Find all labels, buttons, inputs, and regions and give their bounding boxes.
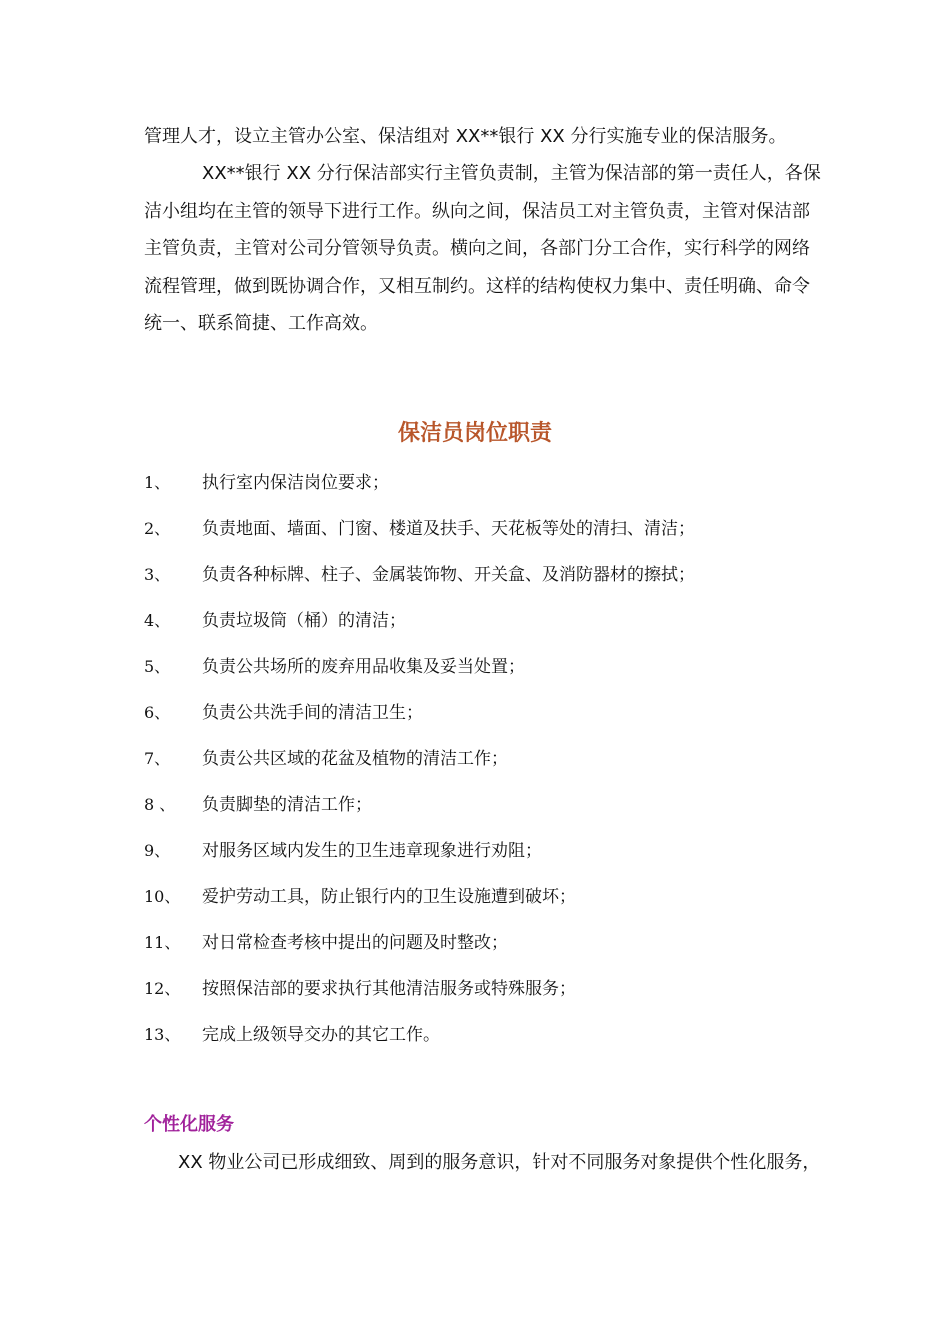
duty-number: 10、: [144, 887, 181, 906]
duty-text: 对服务区域内发生的卫生违章现象进行劝阻；: [202, 841, 542, 861]
duty-number: 13、: [144, 1025, 181, 1044]
duty-text: 负责脚垫的清洁工作；: [202, 795, 372, 815]
duty-text: 负责垃圾筒（桶）的清洁；: [202, 611, 406, 631]
duty-text: 执行室内保洁岗位要求；: [202, 473, 389, 493]
duty-text: 负责地面、墙面、门窗、楼道及扶手、天花板等处的清扫、清洁；: [202, 519, 695, 539]
duty-number: 9、: [144, 841, 171, 860]
duty-item: [144, 558, 844, 604]
duty-number: 6、: [144, 703, 171, 722]
duty-item: [144, 696, 844, 742]
intro-paragraph-1: 管理人才，设立主管办公室、保洁组对 XX**银行 XX 分行实施专业的保洁服务。: [144, 126, 787, 147]
duty-item: [144, 834, 844, 880]
duty-text: 负责各种标牌、柱子、金属装饰物、开关盒、及消防器材的擦拭；: [202, 565, 695, 585]
duty-item: [144, 1018, 844, 1064]
duty-item: [144, 466, 844, 512]
duty-text: 对日常检查考核中提出的问题及时整改；: [202, 933, 508, 953]
duty-number: 12、: [144, 979, 181, 998]
personalized-paragraph: XX 物业公司已形成细致、周到的服务意识，针对不同服务对象提供个性化服务，: [178, 1152, 821, 1173]
duty-item: [144, 742, 844, 788]
intro-paragraph-2: XX**银行 XX 分行保洁部实行主管负责制，主管为保洁部的第一责任人，各保洁小组均在主管的领导下进行工作。纵向之间，保洁员工对主管负责，主管对保洁部主管负责，主管对公司分管领导负责。横向之间，各部门分工合作，实行科学的网络流程管理，做到既协调合作，又相互制约。这样的结构使权力集中、责任明确、命令统一、联系简捷、工作高效。: [144, 163, 821, 334]
duty-item: [144, 880, 844, 926]
duty-item: [144, 788, 844, 834]
duty-text: 负责公共区域的花盆及植物的清洁工作；: [202, 749, 508, 769]
duty-number: 1、: [144, 473, 171, 492]
duty-number: 7、: [144, 749, 171, 768]
duty-item: [144, 972, 844, 1018]
subheading-personalized-service: 个性化服务: [144, 1114, 234, 1135]
duty-item: [144, 650, 844, 696]
duty-number: 4、: [144, 611, 171, 630]
duty-text: 完成上级领导交办的其它工作。: [202, 1025, 440, 1045]
duty-text: 负责公共场所的废弃用品收集及妥当处置；: [202, 657, 525, 677]
duty-item: [144, 604, 844, 650]
duty-number: 2、: [144, 519, 171, 538]
duty-item: [144, 926, 844, 972]
duty-text: 负责公共洗手间的清洁卫生；: [202, 703, 423, 723]
duty-number: 5、: [144, 657, 171, 676]
section-title-duties: 保洁员岗位职责: [397, 421, 552, 446]
duty-number: 8 、: [144, 795, 176, 814]
duty-number: 11、: [144, 933, 181, 952]
duty-number: 3、: [144, 565, 171, 584]
duty-list: [144, 466, 844, 1064]
duty-text: 爱护劳动工具，防止银行内的卫生设施遭到破坏；: [202, 887, 576, 907]
duty-item: [144, 512, 844, 558]
duty-text: 按照保洁部的要求执行其他清洁服务或特殊服务；: [202, 979, 576, 999]
